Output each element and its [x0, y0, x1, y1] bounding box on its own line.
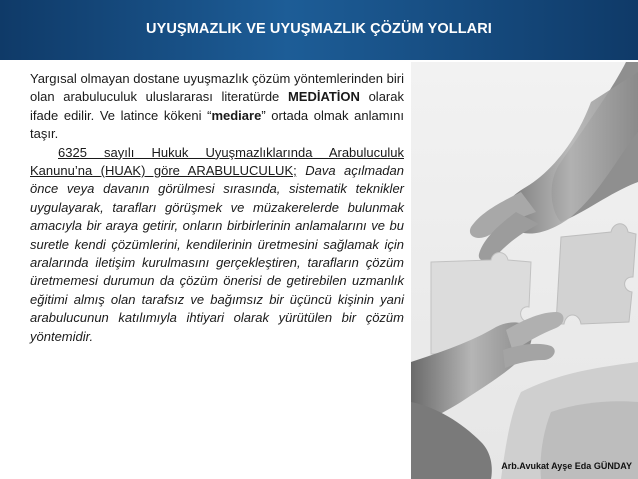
paragraph1-text-c: ” ortada olmak anlamını taşır.	[30, 107, 404, 142]
definition-text: Dava açılmadan önce veya davanın görülmesi sırasında, sistematik teknikler uygulayarak, tarafları görüşmek ve müzakerelerde bulunmak amacıyla bir araya getirir, onların birbirlerinin anlamalarını ve bu suretle kendi çözümlerini, kendilerinin üretmesini sağlamak için aralarında iletişim kurulmasını gerçekleştiren, tarafların çözüm üretmemesi durumun da çözüm önerisi de getirebilen uzmanlık eğitimi almış olan tarafsız ve bağımsız bir üçüncü kişinin yani arabulucunun katılımıyla ihtiyari olarak yürütülen bir çözüm yöntemidir.	[30, 163, 404, 344]
slide-header	[0, 0, 638, 60]
puzzle-hands-image	[411, 62, 638, 479]
slide-body	[30, 70, 404, 346]
paragraph1-text-b: olarak ifade edilir. Ve latince kökeni “	[30, 89, 404, 123]
law-reference: 6325 sayılı Hukuk Uyuşmazlıklarında Arabuluculuk Kanunu’na (HUAK) göre ARABULUCULUK;	[30, 144, 404, 179]
term-mediare: mediare	[211, 107, 262, 123]
author-credit: Arb.Avukat Ayşe Eda GÜNDAY	[501, 461, 632, 471]
paragraph-definition	[30, 144, 404, 346]
term-mediation: MEDİATİON	[287, 89, 360, 105]
paragraph-mediation	[30, 70, 404, 144]
paragraph1-text-a: Yargısal olmayan dostane uyuşmazlık çözüm yöntemlerinden biri olan arabuluculuk uluslararası literatürde	[30, 71, 404, 105]
slide-title: UYUŞMAZLIK VE UYUŞMAZLIK ÇÖZÜM YOLLARI	[146, 21, 492, 37]
